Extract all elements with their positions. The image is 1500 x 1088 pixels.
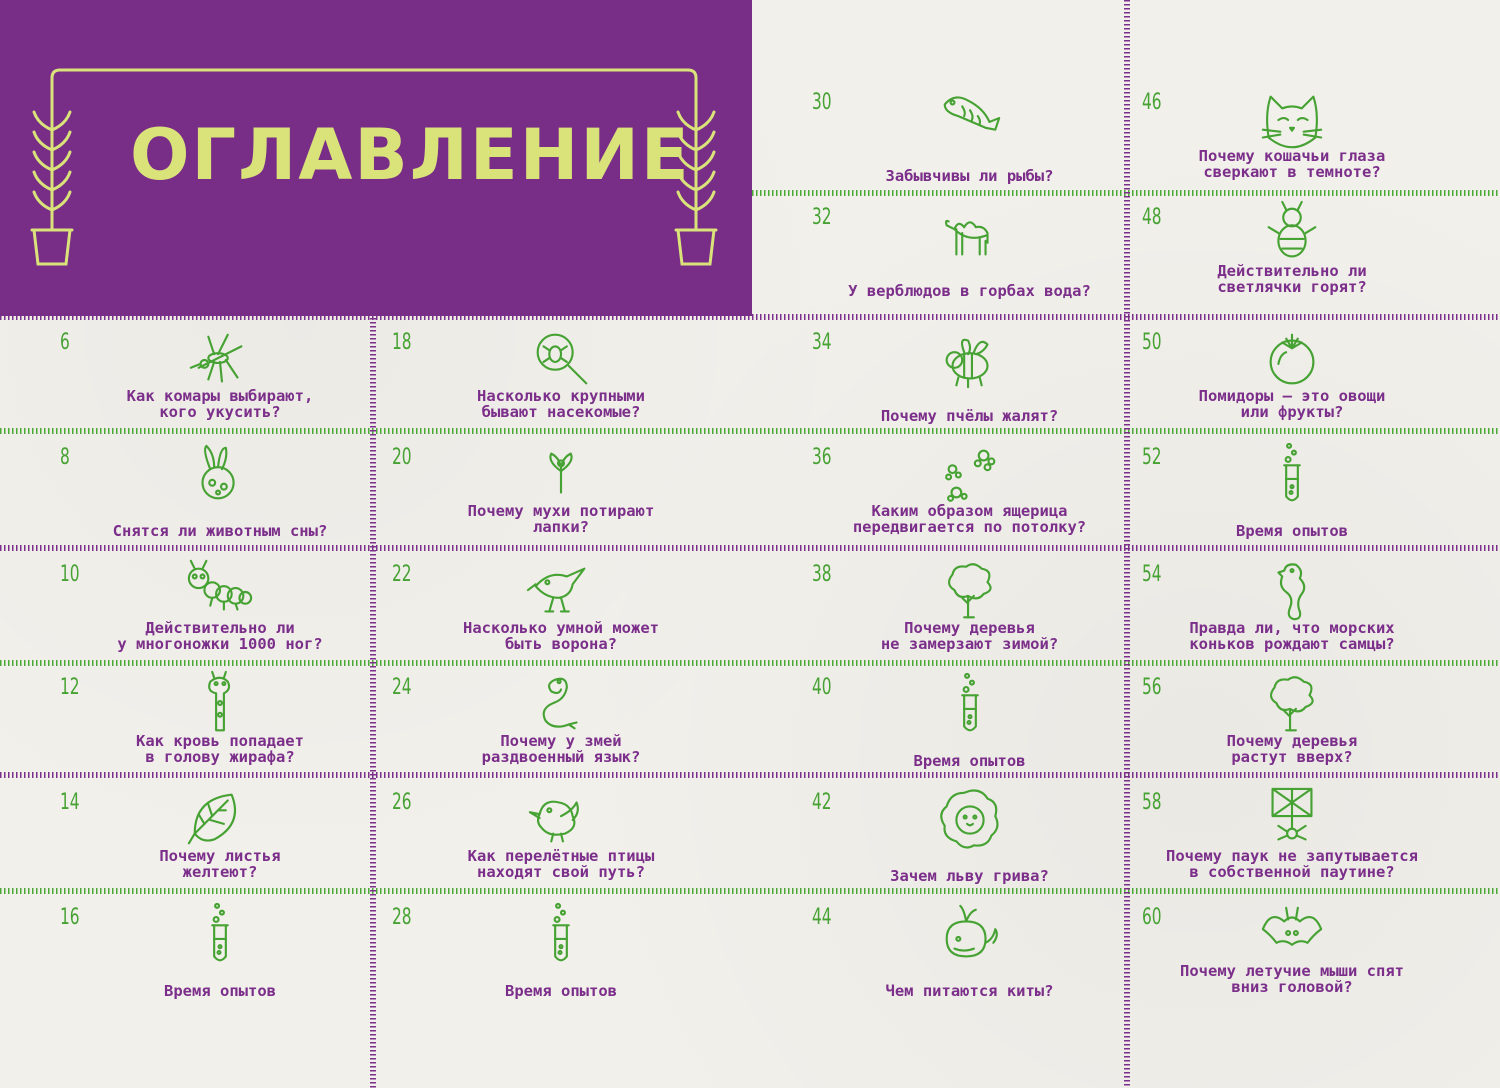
page-number: 14 — [60, 790, 80, 815]
giraffe-icon — [185, 670, 255, 740]
toc-entry[interactable] — [812, 562, 1127, 667]
page-title: ОГЛАВЛЕНИЕ — [130, 114, 691, 196]
entry-title-line: Почему деревья — [904, 619, 1035, 637]
entry-title — [1142, 620, 1442, 652]
page-number: 10 — [60, 562, 80, 587]
entry-title-line: Действительно ли — [1217, 262, 1367, 280]
page-number: 48 — [1142, 205, 1162, 230]
toc-entry[interactable] — [1142, 675, 1442, 780]
toc-entry[interactable] — [60, 562, 380, 667]
fly-icon — [526, 440, 596, 510]
entry-title-line: желтеют? — [182, 863, 258, 881]
toc-entry[interactable] — [812, 905, 1127, 1010]
page-number: 18 — [392, 330, 412, 355]
entry-title-line: в собственной паутине? — [1189, 863, 1395, 881]
entry-title — [812, 868, 1127, 884]
entry-title-line: Как кровь попадает — [136, 732, 304, 750]
page-number: 16 — [60, 905, 80, 930]
toc-entry[interactable] — [60, 675, 380, 780]
page-number: 20 — [392, 445, 412, 470]
crow-icon — [526, 557, 596, 627]
test-tube-icon — [935, 670, 1005, 740]
toc-entry[interactable] — [60, 330, 380, 435]
bat-icon — [1257, 900, 1327, 970]
page-number: 44 — [812, 905, 832, 930]
page-number: 42 — [812, 790, 832, 815]
test-tube-icon — [1257, 440, 1327, 510]
toc-entry[interactable] — [392, 790, 730, 895]
seahorse-icon — [1257, 557, 1327, 627]
title-banner — [0, 0, 752, 316]
entry-title-line: Время опытов — [505, 982, 617, 1000]
tomato-icon — [1257, 325, 1327, 395]
page-number: 22 — [392, 562, 412, 587]
toc-entry[interactable] — [1142, 330, 1442, 435]
toc-entry[interactable] — [812, 445, 1127, 550]
entry-title-line: Почему кошачьи глаза — [1198, 147, 1386, 165]
entry-title-line: или фрукты? — [1240, 403, 1344, 421]
entry-title-line: Время опытов — [1236, 522, 1348, 540]
entry-title-line: сверкают в темноте? — [1203, 163, 1381, 181]
entry-title — [1142, 388, 1442, 420]
leaf-icon — [185, 785, 255, 855]
toc-entry[interactable] — [812, 90, 1127, 195]
page-number: 56 — [1142, 675, 1162, 700]
entry-title-line: коньков рождают самцы? — [1189, 635, 1395, 653]
entry-title-line: Каким образом ящерица — [871, 502, 1068, 520]
entry-title — [812, 408, 1127, 424]
test-tube-icon — [526, 900, 596, 970]
page-number: 38 — [812, 562, 832, 587]
toc-entry[interactable] — [1142, 790, 1442, 895]
entry-title — [812, 168, 1127, 184]
entry-title — [1142, 523, 1442, 539]
page-number: 36 — [812, 445, 832, 470]
toc-entry[interactable] — [392, 905, 730, 1010]
toc-entry[interactable] — [392, 445, 730, 550]
camel-icon — [935, 200, 1005, 270]
page-number: 60 — [1142, 905, 1162, 930]
page-number: 54 — [1142, 562, 1162, 587]
page-number: 30 — [812, 90, 832, 115]
entry-title — [60, 848, 380, 880]
page-number: 32 — [812, 205, 832, 230]
entry-title — [392, 388, 730, 420]
entry-title — [392, 733, 730, 765]
entry-title-line: Зачем льву грива? — [890, 867, 1049, 885]
entry-title-line: лапки? — [533, 518, 589, 536]
entry-title-line: Помидоры — это овощи — [1198, 387, 1386, 405]
entry-title — [1142, 963, 1442, 995]
test-tube-icon — [185, 900, 255, 970]
page-number: 24 — [392, 675, 412, 700]
entry-title — [60, 620, 380, 652]
entry-title-line: растут вверх? — [1231, 748, 1353, 766]
bird-icon — [526, 785, 596, 855]
page-number: 46 — [1142, 90, 1162, 115]
entry-title-line: Почему деревья — [1226, 732, 1358, 750]
footprints-icon — [935, 440, 1005, 510]
entry-title — [1142, 733, 1442, 765]
toc-entry[interactable] — [1142, 905, 1442, 1010]
entry-title-line: находят свой путь? — [477, 863, 645, 881]
page-number: 34 — [812, 330, 832, 355]
entry-title-line: передвигается по потолку? — [852, 518, 1087, 536]
whale-icon — [935, 900, 1005, 970]
entry-title-line: Правда ли, что морских — [1189, 619, 1395, 637]
entry-title-line: Время опытов — [164, 982, 276, 1000]
entry-title — [812, 503, 1127, 535]
entry-title — [812, 283, 1127, 299]
entry-title — [1142, 263, 1442, 295]
cat-face-icon — [1257, 85, 1327, 155]
entry-title-line: не замерзают зимой? — [880, 635, 1059, 653]
entry-title-line: Почему у змей — [500, 732, 622, 750]
toc-entry[interactable] — [812, 675, 1127, 780]
entry-title — [60, 983, 380, 999]
entry-title — [812, 983, 1127, 999]
entry-title — [392, 848, 730, 880]
spider-icon — [1257, 785, 1327, 855]
entry-title-line: Забывчивы ли рыбы? — [885, 167, 1054, 185]
page-number: 28 — [392, 905, 412, 930]
entry-title-line: Время опытов — [913, 752, 1026, 770]
entry-title — [392, 620, 730, 652]
toc-entry[interactable] — [1142, 90, 1442, 195]
toc-entry[interactable] — [60, 445, 380, 550]
entry-title — [812, 753, 1127, 769]
mosquito-icon — [185, 325, 255, 395]
toc-entry[interactable] — [60, 790, 380, 895]
lion-icon — [935, 785, 1005, 855]
caterpillar-icon — [185, 557, 255, 627]
page-number: 40 — [812, 675, 832, 700]
bee-icon — [935, 325, 1005, 395]
toc-entry[interactable] — [392, 330, 730, 435]
firefly-icon — [1257, 200, 1327, 270]
entry-title — [60, 523, 380, 539]
snake-icon — [526, 670, 596, 740]
page-number: 50 — [1142, 330, 1162, 355]
entry-title-line: Почему мухи потирают — [467, 502, 655, 520]
entry-title-line: Почему пчёлы жалят? — [880, 407, 1059, 425]
toc-entry[interactable] — [392, 562, 730, 667]
sleeping-rabbit-icon — [185, 440, 255, 510]
page-number: 8 — [60, 445, 70, 470]
entry-title-line: Как комары выбирают, — [126, 387, 314, 405]
entry-title — [812, 620, 1127, 652]
toc-entry[interactable] — [812, 330, 1127, 435]
entry-title-line: быть ворона? — [505, 635, 617, 653]
magnifier-bug-icon — [526, 325, 596, 395]
fish-icon — [935, 85, 1005, 155]
page-number: 6 — [60, 330, 70, 355]
tree-icon — [1257, 670, 1327, 740]
toc-entry[interactable] — [1142, 205, 1442, 310]
entry-title — [392, 983, 730, 999]
entry-title-line: светлячки горят? — [1217, 278, 1367, 296]
entry-title — [60, 733, 380, 765]
entry-title-line: У верблюдов в горбах вода? — [848, 282, 1091, 300]
page-number: 52 — [1142, 445, 1162, 470]
entry-title-line: раздвоенный язык? — [481, 748, 641, 766]
toc-entry[interactable] — [812, 205, 1127, 310]
page-number: 26 — [392, 790, 412, 815]
toc-entry[interactable] — [392, 675, 730, 780]
toc-entry[interactable] — [1142, 562, 1442, 667]
toc-entry[interactable] — [60, 905, 380, 1010]
entry-title-line: кого укусить? — [159, 403, 281, 421]
entry-title-line: Снятся ли животным сны? — [112, 522, 328, 540]
entry-title-line: Насколько умной может — [463, 619, 659, 637]
entry-title — [1142, 148, 1442, 180]
entry-title — [1142, 848, 1442, 880]
toc-entry[interactable] — [812, 790, 1127, 895]
page-number: 58 — [1142, 790, 1162, 815]
entry-title-line: у многоножки 1000 ног? — [117, 635, 323, 653]
entry-title-line: бывают насекомые? — [481, 403, 641, 421]
toc-entry[interactable] — [1142, 445, 1442, 550]
entry-title-line: Как перелётные птицы — [467, 847, 655, 865]
entry-title — [60, 388, 380, 420]
tree-icon — [935, 557, 1005, 627]
entry-title-line: Действительно ли — [145, 619, 295, 637]
entry-title-line: вниз головой? — [1231, 978, 1353, 996]
entry-title-line: Почему листья — [159, 847, 281, 865]
entry-title — [392, 503, 730, 535]
entry-title-line: Почему летучие мыши спят — [1180, 962, 1404, 980]
entry-title-line: в голову жирафа? — [145, 748, 295, 766]
entry-title-line: Насколько крупными — [477, 387, 645, 405]
page-number: 12 — [60, 675, 80, 700]
entry-title-line: Чем питаются киты? — [885, 982, 1054, 1000]
entry-title-line: Почему паук не запутывается — [1166, 847, 1418, 865]
